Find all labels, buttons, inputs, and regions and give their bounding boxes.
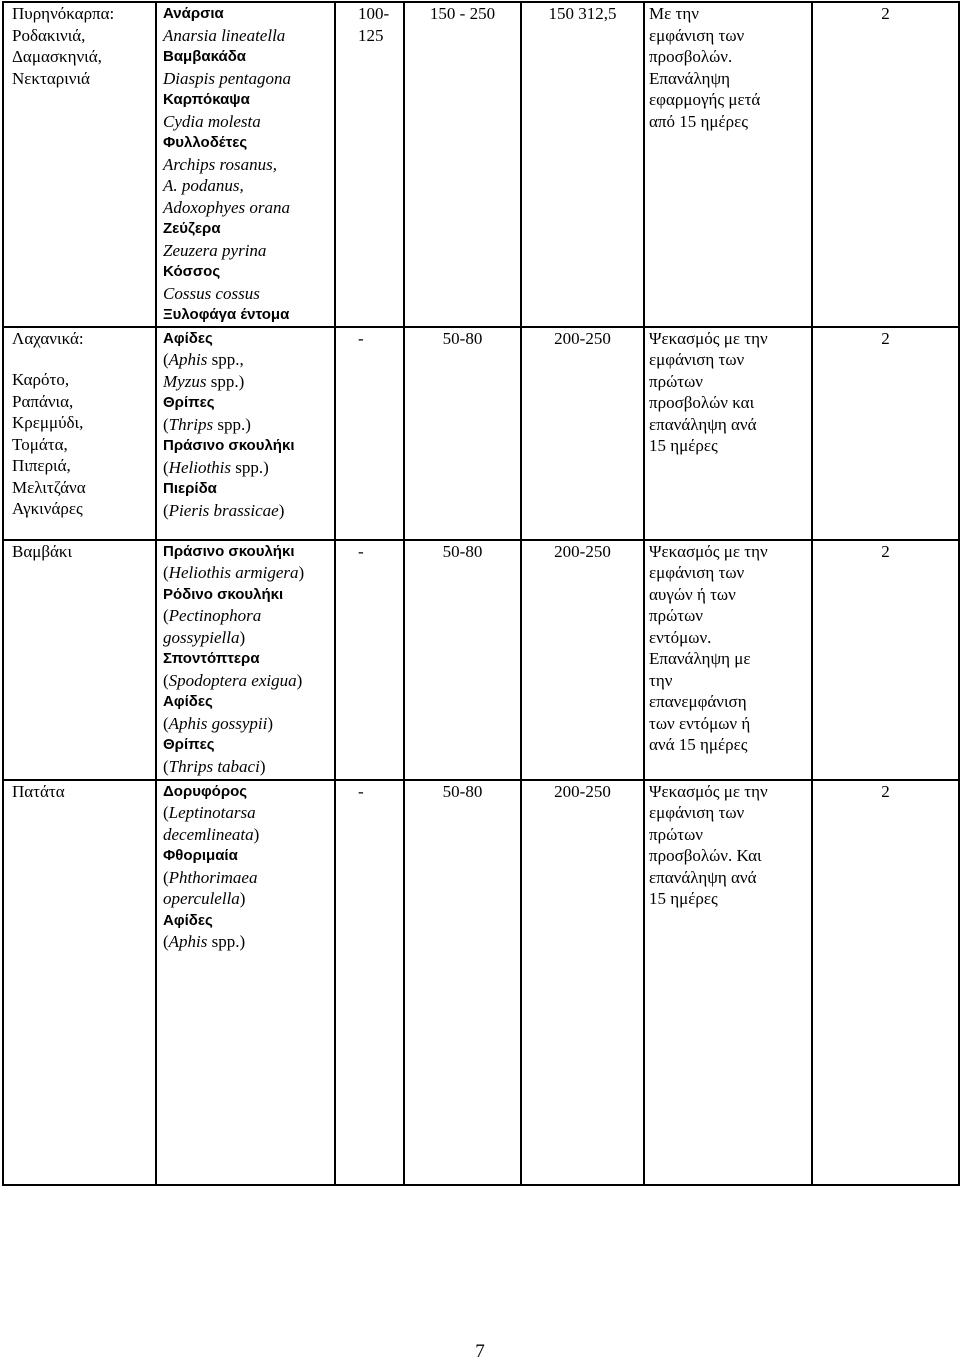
dose-column-3: 200-250 xyxy=(521,780,644,1185)
latin-italic: Myzus xyxy=(163,371,207,391)
dose-column-1 xyxy=(335,540,404,780)
latin-suffix: spp.) xyxy=(206,371,245,391)
note-line: εμφάνιση των xyxy=(649,350,745,369)
latin-italic: Aphis xyxy=(168,932,208,951)
latin-prefix: ( xyxy=(163,867,169,887)
dose-column-2: 50-80 xyxy=(404,540,521,780)
crop-line xyxy=(12,349,155,369)
pest-common-name: Θρίπες xyxy=(163,736,215,753)
latin-italic: Pectinophora xyxy=(168,606,262,625)
note-line: Ψεκασμός με την xyxy=(649,328,768,348)
note-line: προσβολών. xyxy=(649,47,733,66)
crop-cell xyxy=(3,2,156,327)
crop-line: Ραπάνια, xyxy=(12,391,74,411)
table-row xyxy=(3,540,959,780)
note-line: από 15 ημέρες xyxy=(649,111,748,131)
crop-cell xyxy=(3,327,156,540)
note-line: 15 ημέρες xyxy=(649,889,718,908)
pest-common-name: Αφίδες xyxy=(163,911,213,929)
crop-line: Καρότο, xyxy=(12,370,70,389)
dose-1-line: 125 xyxy=(358,25,384,45)
pest-common-name: Πιερίδα xyxy=(163,480,217,497)
crop-line: Πυρηνόκαρπα: xyxy=(12,4,115,23)
note-line: προσβολών και xyxy=(649,393,755,412)
pest-latin-name xyxy=(163,175,334,197)
pests-cell xyxy=(156,2,335,327)
latin-prefix: ( xyxy=(163,500,169,520)
crop-line: Βαμβάκι xyxy=(12,541,73,561)
latin-suffix: spp., xyxy=(207,350,244,369)
latin-prefix: ( xyxy=(163,414,169,434)
note-line: Επανάληψη με xyxy=(649,649,751,668)
latin-prefix: ( xyxy=(163,803,169,822)
table-body xyxy=(3,2,959,1185)
pest-latin-name xyxy=(163,111,334,133)
pest-common-name: Πράσινο σκουλήκι xyxy=(163,542,295,560)
latin-suffix: ) xyxy=(296,670,303,690)
pest-latin-name xyxy=(163,500,334,522)
pesticide-table xyxy=(2,1,960,1186)
page-number: 7 xyxy=(475,1341,485,1362)
latin-italic: Heliothis armigera xyxy=(168,563,299,582)
note-line: επανεμφάνιση xyxy=(649,692,747,711)
note-line: πρώτων xyxy=(649,606,703,625)
table-row xyxy=(3,2,959,327)
note-line: πρώτων xyxy=(649,371,703,391)
note-line: προσβολών. Και xyxy=(649,846,762,865)
latin-suffix: spp.) xyxy=(213,414,251,434)
note-line: εντόμων. xyxy=(649,627,712,647)
pest-latin-name xyxy=(163,349,334,371)
note-line: επανάληψη ανά xyxy=(649,867,757,887)
latin-prefix: ( xyxy=(163,457,169,477)
latin-suffix: ) xyxy=(278,500,285,520)
pest-latin-name xyxy=(163,931,334,953)
dose-1-line: - xyxy=(358,541,364,561)
table-row xyxy=(3,780,959,1185)
latin-italic: Thrips tabaci xyxy=(168,756,260,776)
crop-line: Ροδακινιά, xyxy=(12,25,86,45)
pest-latin-name xyxy=(163,414,334,436)
latin-suffix: spp.) xyxy=(231,457,269,477)
note-line: εμφάνιση των xyxy=(649,25,745,45)
crop-line: Πατάτα xyxy=(12,781,65,801)
pest-latin-name xyxy=(163,713,334,735)
latin-italic: operculella xyxy=(163,889,240,908)
dose-column-3: 150 312,5 xyxy=(521,2,644,327)
latin-italic: Cossus cossus xyxy=(163,283,260,303)
latin-italic: decemlineata xyxy=(163,824,254,844)
pest-latin-name xyxy=(163,283,334,305)
latin-italic: Zeuzera pyrina xyxy=(163,240,267,260)
pest-common-name: Φθοριμαία xyxy=(163,847,238,864)
latin-italic: Aphis gossypii xyxy=(168,713,268,733)
latin-italic: Archips rosanus, xyxy=(163,154,277,174)
max-applications: 2 xyxy=(812,2,959,327)
latin-prefix: ( xyxy=(163,932,169,951)
latin-italic: Anarsia lineatella xyxy=(163,25,286,45)
note-line: 15 ημέρες xyxy=(649,436,718,455)
pest-latin-name xyxy=(163,802,334,824)
latin-italic: Leptinotarsa xyxy=(168,803,256,822)
application-notes xyxy=(644,327,812,540)
latin-italic: Phthorimaea xyxy=(168,867,258,887)
note-line: επανάληψη ανά xyxy=(649,414,757,434)
pest-latin-name xyxy=(163,371,334,393)
note-line: αυγών ή των xyxy=(649,584,736,604)
note-line: εμφάνιση των xyxy=(649,563,745,582)
application-notes xyxy=(644,780,812,1185)
dose-column-3: 200-250 xyxy=(521,540,644,780)
pest-common-name: Ρόδινο σκουλήκι xyxy=(163,585,284,603)
crop-line: Δαμασκηνιά, xyxy=(12,47,102,66)
note-line: Ψεκασμός με την xyxy=(649,781,768,801)
dose-1-line: - xyxy=(358,328,364,348)
pest-latin-name xyxy=(163,457,334,479)
latin-suffix: ) xyxy=(267,713,274,733)
latin-italic: Diaspis pentagona xyxy=(163,68,291,88)
crop-line: Τομάτα, xyxy=(12,434,68,454)
pest-common-name: Σποντόπτερα xyxy=(163,650,260,667)
latin-suffix: spp.) xyxy=(207,932,246,951)
crop-line: Νεκταρινιά xyxy=(12,68,90,88)
latin-suffix: ) xyxy=(239,889,246,908)
crop-cell xyxy=(3,540,156,780)
note-line: εμφάνιση των xyxy=(649,803,745,822)
note-line: εφαρμογής μετά xyxy=(649,90,761,109)
note-line: Επανάληψη xyxy=(649,68,730,88)
pest-latin-name xyxy=(163,670,334,692)
dose-column-3: 200-250 xyxy=(521,327,644,540)
pest-latin-name xyxy=(163,867,334,889)
pest-latin-name xyxy=(163,756,334,778)
pests-cell xyxy=(156,327,335,540)
crop-line: Αγκινάρες xyxy=(12,499,83,518)
pests-cell xyxy=(156,780,335,1185)
pest-common-name: Θρίπες xyxy=(163,394,215,411)
pest-common-name: Ζεύζερα xyxy=(163,220,221,237)
pest-latin-name xyxy=(163,824,334,846)
latin-suffix: ) xyxy=(239,627,246,647)
latin-suffix: ) xyxy=(259,756,266,776)
crop-cell xyxy=(3,780,156,1185)
note-line: πρώτων xyxy=(649,824,703,844)
pest-common-name: Κόσσος xyxy=(163,263,221,280)
latin-italic: gossypiella xyxy=(163,627,240,647)
note-line: των εντόμων ή xyxy=(649,713,751,733)
application-notes xyxy=(644,540,812,780)
latin-suffix: ) xyxy=(298,563,305,582)
latin-prefix: ( xyxy=(163,756,169,776)
pest-latin-name xyxy=(163,197,334,219)
dose-column-2: 50-80 xyxy=(404,327,521,540)
pests-cell xyxy=(156,540,335,780)
latin-suffix: ) xyxy=(253,824,260,844)
application-notes xyxy=(644,2,812,327)
latin-prefix: ( xyxy=(163,670,169,690)
dose-column-1 xyxy=(335,2,404,327)
latin-italic: Thrips xyxy=(168,414,214,434)
pest-common-name: Ξυλοφάγα έντομα xyxy=(163,306,290,323)
crop-line: Πιπεριά, xyxy=(12,456,71,475)
latin-italic: Pieris brassicae xyxy=(168,500,279,520)
latin-italic: A. podanus, xyxy=(163,176,244,195)
pest-latin-name xyxy=(163,154,334,176)
latin-italic: Aphis xyxy=(168,350,208,369)
pest-common-name: Βαμβακάδα xyxy=(163,48,247,65)
pest-common-name: Αφίδες xyxy=(163,693,213,710)
dose-column-2: 50-80 xyxy=(404,780,521,1185)
pest-latin-name xyxy=(163,562,334,584)
dose-column-1 xyxy=(335,780,404,1185)
note-line: Ψεκασμός με την xyxy=(649,541,768,561)
pest-common-name: Αφίδες xyxy=(163,329,213,347)
latin-prefix: ( xyxy=(163,563,169,582)
latin-italic: Adoxophyes orana xyxy=(163,197,291,217)
pest-common-name: Πράσινο σκουλήκι xyxy=(163,437,295,454)
note-line: ανά 15 ημέρες xyxy=(649,735,748,754)
pest-common-name: Ανάρσια xyxy=(163,5,224,22)
max-applications: 2 xyxy=(812,327,959,540)
pest-latin-name xyxy=(163,25,334,47)
pest-common-name: Δορυφόρος xyxy=(163,782,248,800)
latin-italic: Spodoptera exigua xyxy=(168,670,297,690)
pest-latin-name xyxy=(163,605,334,627)
max-applications: 2 xyxy=(812,780,959,1185)
dose-column-1 xyxy=(335,327,404,540)
pest-common-name: Φυλλοδέτες xyxy=(163,134,248,151)
crop-line: Κρεμμύδι, xyxy=(12,413,84,432)
table-row xyxy=(3,327,959,540)
pest-latin-name xyxy=(163,240,334,262)
dose-1-line: 100- xyxy=(358,4,390,23)
crop-line: Λαχανικά: xyxy=(12,328,84,348)
dose-1-line: - xyxy=(358,781,364,801)
pest-latin-name xyxy=(163,68,334,90)
dose-column-2: 150 - 250 xyxy=(404,2,521,327)
max-applications: 2 xyxy=(812,540,959,780)
note-line: την xyxy=(649,670,673,690)
pest-latin-name xyxy=(163,888,334,910)
latin-prefix: ( xyxy=(163,606,169,625)
latin-prefix: ( xyxy=(163,350,169,369)
latin-italic: Heliothis xyxy=(168,457,232,477)
latin-italic: Cydia molesta xyxy=(163,111,261,131)
pest-common-name: Καρπόκαψα xyxy=(163,91,250,108)
latin-prefix: ( xyxy=(163,713,169,733)
pest-latin-name xyxy=(163,627,334,649)
note-line: Με την xyxy=(649,4,699,23)
crop-line: Μελιτζάνα xyxy=(12,477,86,497)
